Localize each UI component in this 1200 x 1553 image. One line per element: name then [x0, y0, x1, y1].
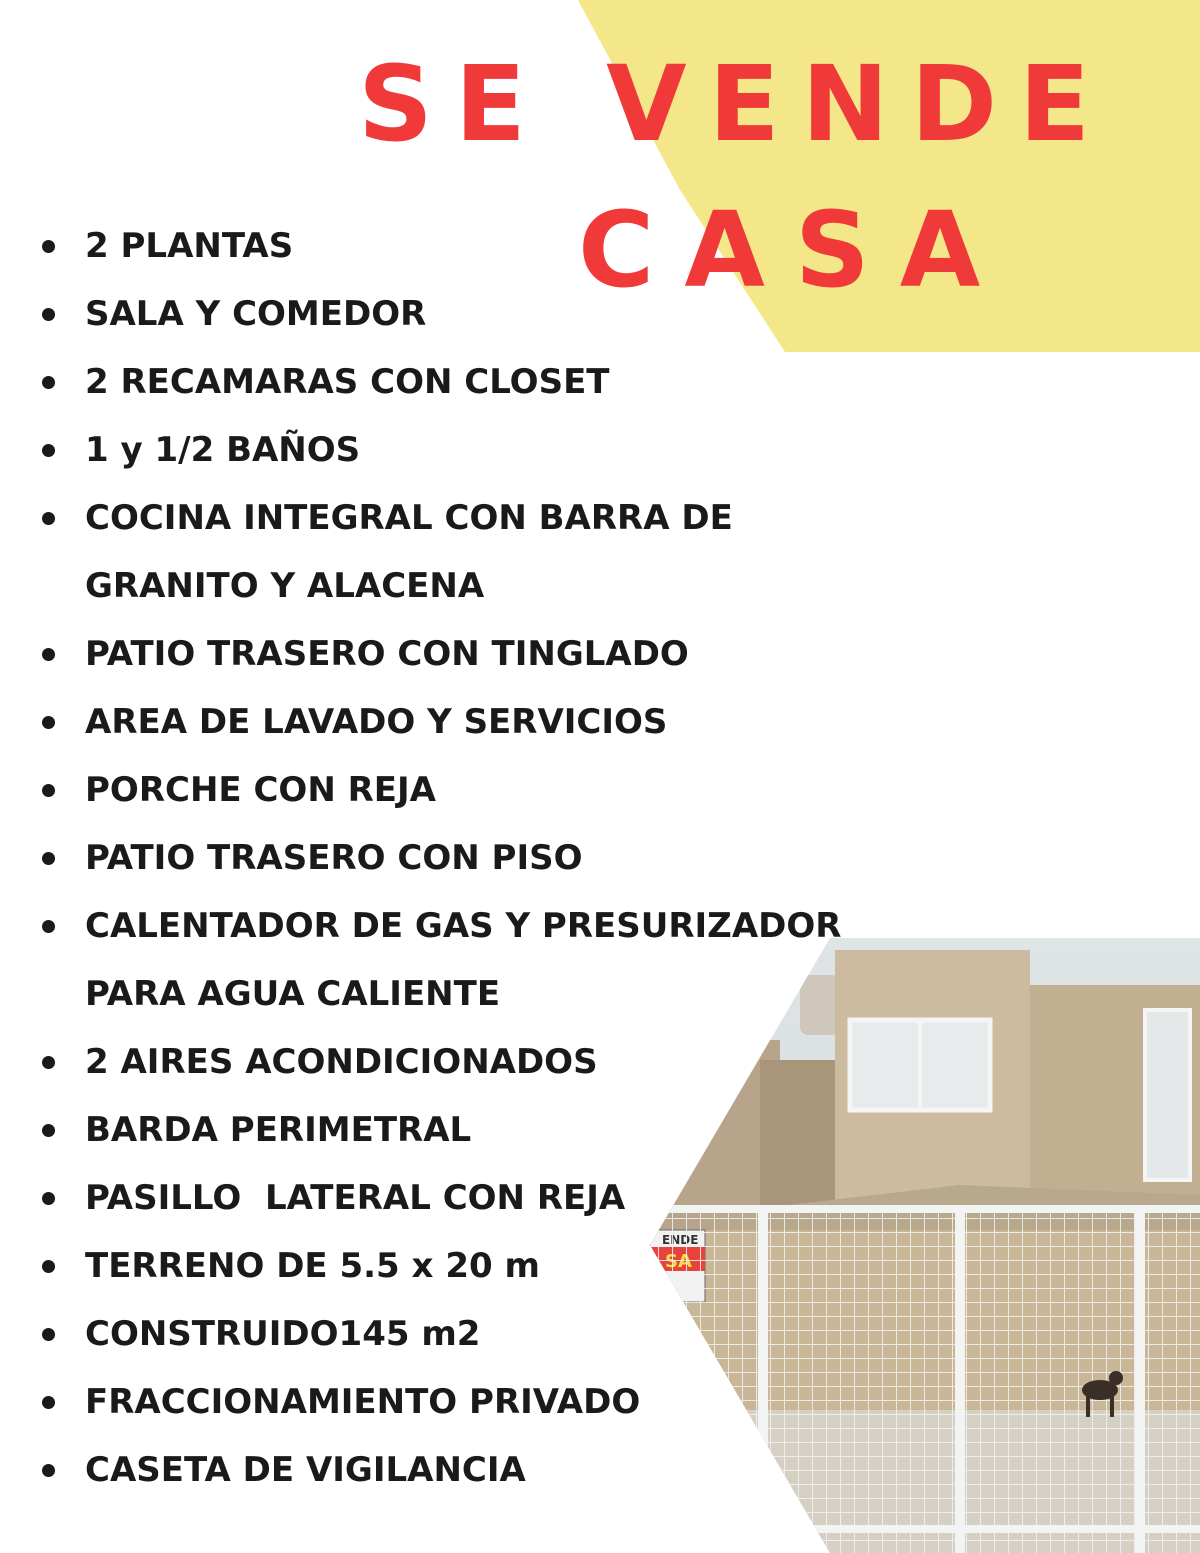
feature-text: PORCHE CON REJA — [85, 770, 436, 810]
feature-text: TERRENO DE 5.5 x 20 m — [85, 1246, 540, 1286]
feature-item — [30, 1368, 1030, 1436]
feature-item — [30, 280, 1030, 348]
feature-item — [30, 756, 1030, 824]
bullet-icon — [42, 1124, 55, 1137]
feature-text: PATIO TRASERO CON TINGLADO — [85, 634, 689, 674]
feature-item — [30, 1028, 1030, 1096]
bullet-icon — [42, 648, 55, 661]
feature-text: CALENTADOR DE GAS Y PRESURIZADOR PARA AGUA CALIENTE — [85, 906, 842, 1014]
feature-item — [30, 1164, 1030, 1232]
headline-casa: CASA — [578, 189, 1011, 311]
bullet-icon — [42, 308, 55, 321]
bullet-icon — [42, 444, 55, 457]
feature-text: CASETA DE VIGILANCIA — [85, 1450, 526, 1490]
feature-text: AREA DE LAVADO Y SERVICIOS — [85, 702, 668, 742]
feature-text: PASILLO LATERAL CON REJA — [85, 1178, 626, 1218]
bullet-icon — [42, 716, 55, 729]
feature-item — [30, 1436, 1030, 1504]
feature-text: COCINA INTEGRAL CON BARRA DE GRANITO Y ALACENA — [85, 498, 733, 606]
feature-list — [30, 212, 1030, 1504]
bullet-icon — [42, 240, 55, 253]
bullet-icon — [42, 512, 55, 525]
feature-item — [30, 620, 1030, 688]
feature-text: 1 y 1/2 BAÑOS — [85, 430, 361, 470]
feature-text: SALA Y COMEDOR — [85, 294, 427, 334]
feature-text: PATIO TRASERO CON PISO — [85, 838, 583, 878]
feature-item — [30, 824, 1030, 892]
bullet-icon — [42, 1464, 55, 1477]
bullet-icon — [42, 376, 55, 389]
bullet-icon — [42, 1396, 55, 1409]
bullet-icon — [42, 1056, 55, 1069]
feature-text: BARDA PERIMETRAL — [85, 1110, 472, 1150]
feature-text: CONSTRUIDO145 m2 — [85, 1314, 481, 1354]
feature-item — [30, 212, 1030, 280]
bullet-icon — [42, 1328, 55, 1341]
bullet-icon — [42, 920, 55, 933]
bullet-icon — [42, 852, 55, 865]
feature-text: 2 AIRES ACONDICIONADOS — [85, 1042, 598, 1082]
feature-item — [30, 484, 1030, 620]
bullet-icon — [42, 1260, 55, 1273]
feature-text: FRACCIONAMIENTO PRIVADO — [85, 1382, 641, 1422]
feature-item — [30, 892, 1030, 1028]
feature-text: 2 RECAMARAS CON CLOSET — [85, 362, 610, 402]
feature-text: 2 PLANTAS — [85, 226, 294, 266]
feature-item — [30, 1232, 1030, 1300]
bullet-icon — [42, 1192, 55, 1205]
headline-se-vende: SE VENDE — [358, 43, 1113, 165]
feature-item — [30, 688, 1030, 756]
feature-item — [30, 1096, 1030, 1164]
feature-item — [30, 416, 1030, 484]
feature-item — [30, 1300, 1030, 1368]
feature-item — [30, 348, 1030, 416]
bullet-icon — [42, 784, 55, 797]
